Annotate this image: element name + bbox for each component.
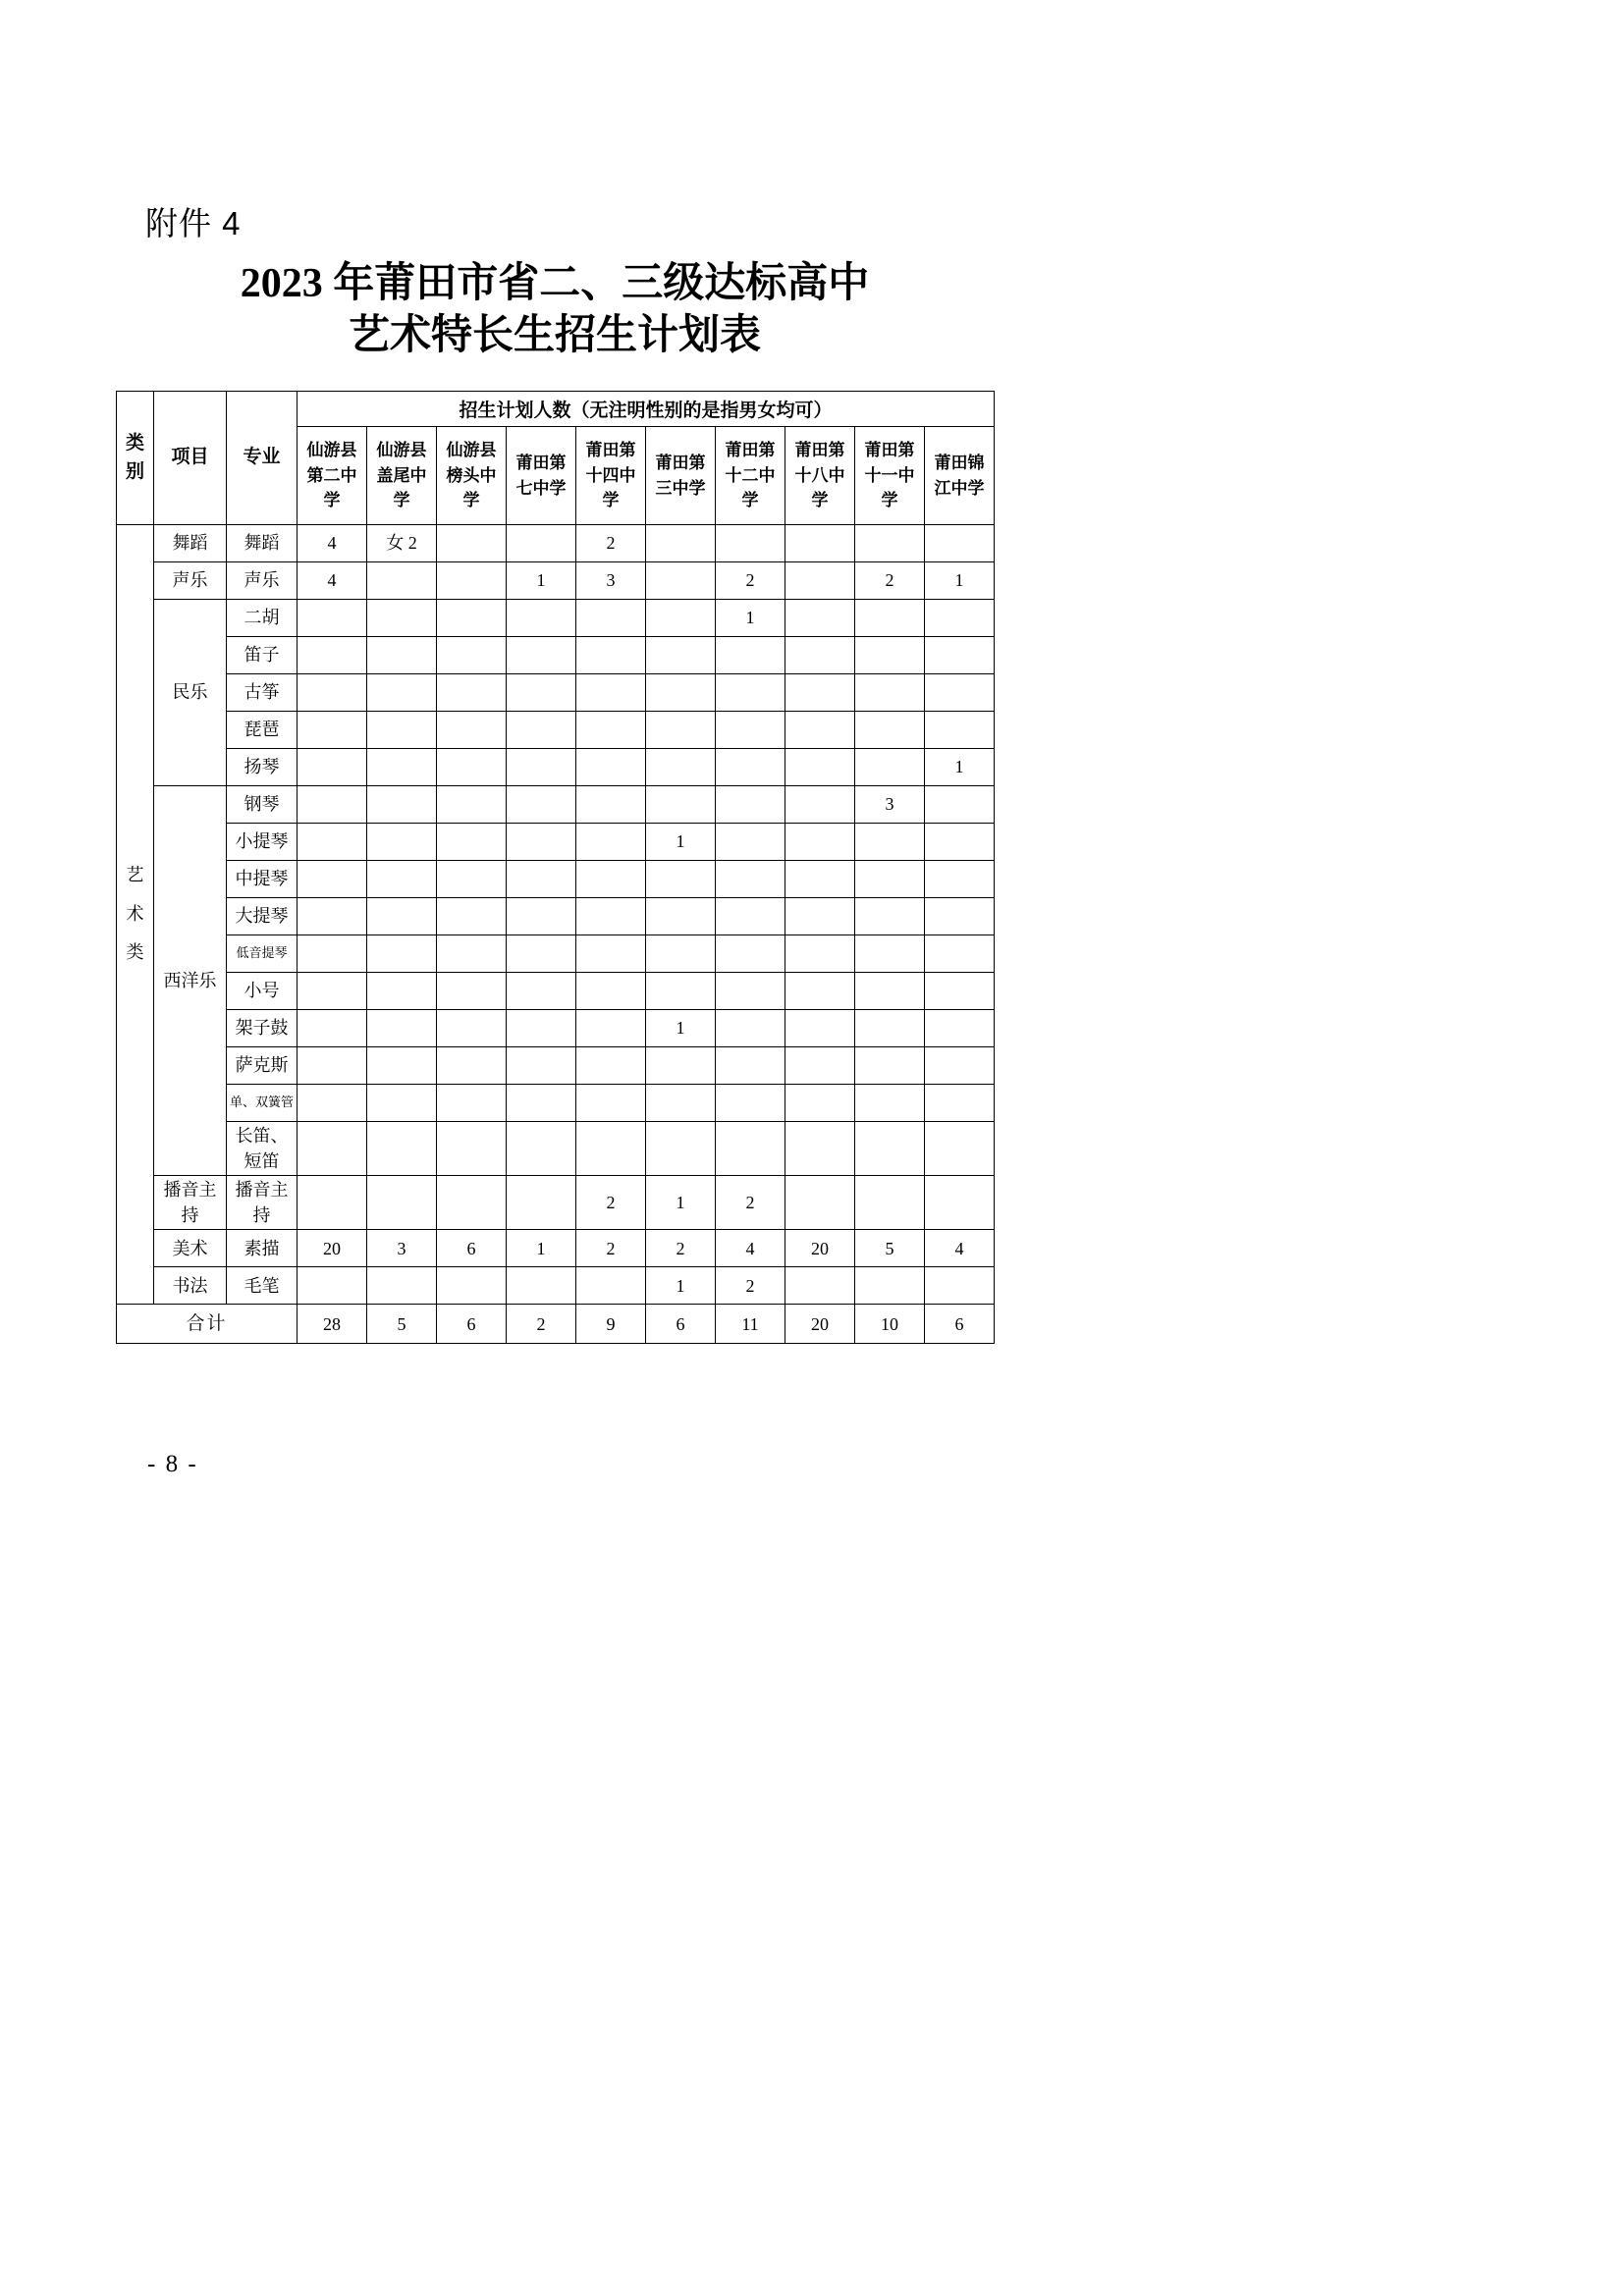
table-row (117, 600, 995, 637)
value-cell (646, 1122, 716, 1176)
table-row (117, 898, 995, 935)
value-cell: 女 2 (367, 525, 437, 562)
value-cell: 1 (507, 562, 576, 600)
value-cell (855, 1267, 925, 1305)
total-value-cell: 6 (646, 1305, 716, 1344)
value-cell (716, 637, 785, 674)
value-cell (576, 898, 646, 935)
value-cell (576, 674, 646, 712)
value-cell (367, 898, 437, 935)
total-value-cell: 10 (855, 1305, 925, 1344)
value-cell (716, 1085, 785, 1122)
value-cell (507, 1122, 576, 1176)
value-cell (576, 1010, 646, 1047)
value-cell (298, 1085, 367, 1122)
value-cell (298, 1267, 367, 1305)
value-cell (925, 824, 995, 861)
value-cell (298, 712, 367, 749)
value-cell (298, 861, 367, 898)
value-cell: 1 (925, 749, 995, 786)
header-school-4: 莆田第七中学 (507, 427, 576, 525)
major-cell: 萨克斯 (227, 1047, 298, 1085)
value-cell (507, 824, 576, 861)
value-cell (785, 1122, 855, 1176)
value-cell: 4 (298, 525, 367, 562)
value-cell (785, 525, 855, 562)
page-title (116, 258, 994, 361)
table-row (117, 562, 995, 600)
value-cell (716, 525, 785, 562)
total-label: 合计 (117, 1305, 298, 1344)
value-cell (298, 786, 367, 824)
table-row (117, 1085, 995, 1122)
table-row (117, 637, 995, 674)
value-cell (716, 1122, 785, 1176)
value-cell (367, 786, 437, 824)
project-cell: 美术 (154, 1230, 227, 1267)
header-school-8: 莆田第十八中学 (785, 427, 855, 525)
value-cell (437, 861, 507, 898)
major-cell: 琵琶 (227, 712, 298, 749)
major-cell: 毛笔 (227, 1267, 298, 1305)
value-cell (367, 1267, 437, 1305)
value-cell (367, 674, 437, 712)
header-school-6: 莆田第三中学 (646, 427, 716, 525)
value-cell (855, 749, 925, 786)
value-cell (576, 973, 646, 1010)
page-title-line1: 2023 年莆田市省二、三级达标高中 (240, 261, 870, 306)
value-cell (925, 1176, 995, 1230)
value-cell (785, 600, 855, 637)
table-row (117, 749, 995, 786)
value-cell (437, 786, 507, 824)
value-cell (785, 1047, 855, 1085)
major-cell: 低音提琴 (227, 935, 298, 973)
value-cell (437, 1176, 507, 1230)
value-cell (925, 861, 995, 898)
value-cell (925, 898, 995, 935)
total-value-cell: 28 (298, 1305, 367, 1344)
value-cell (367, 1085, 437, 1122)
value-cell: 4 (716, 1230, 785, 1267)
value-cell (855, 1010, 925, 1047)
table-row (117, 824, 995, 861)
total-value-cell: 5 (367, 1305, 437, 1344)
value-cell (367, 861, 437, 898)
total-value-cell: 2 (507, 1305, 576, 1344)
value-cell (785, 935, 855, 973)
value-cell: 20 (298, 1230, 367, 1267)
total-value-cell: 20 (785, 1305, 855, 1344)
value-cell (716, 749, 785, 786)
major-cell: 中提琴 (227, 861, 298, 898)
value-cell: 20 (785, 1230, 855, 1267)
major-cell: 大提琴 (227, 898, 298, 935)
value-cell (437, 712, 507, 749)
value-cell (925, 712, 995, 749)
major-cell: 笛子 (227, 637, 298, 674)
value-cell (716, 674, 785, 712)
table-row (117, 712, 995, 749)
value-cell (646, 712, 716, 749)
value-cell (298, 935, 367, 973)
project-cell: 播音主持 (154, 1176, 227, 1230)
table-row (117, 1176, 995, 1230)
value-cell (298, 824, 367, 861)
value-cell (507, 786, 576, 824)
value-cell (925, 786, 995, 824)
value-cell (925, 1010, 995, 1047)
total-value-cell: 9 (576, 1305, 646, 1344)
value-cell (925, 674, 995, 712)
value-cell: 2 (576, 525, 646, 562)
value-cell (367, 973, 437, 1010)
table-row (117, 1010, 995, 1047)
value-cell (576, 600, 646, 637)
value-cell (437, 935, 507, 973)
value-cell (855, 1085, 925, 1122)
value-cell: 4 (925, 1230, 995, 1267)
major-cell: 声乐 (227, 562, 298, 600)
table-row (117, 786, 995, 824)
value-cell: 2 (646, 1230, 716, 1267)
value-cell (785, 1010, 855, 1047)
value-cell (646, 898, 716, 935)
value-cell: 3 (576, 562, 646, 600)
value-cell: 1 (507, 1230, 576, 1267)
value-cell (437, 1267, 507, 1305)
value-cell (785, 674, 855, 712)
value-cell (925, 1267, 995, 1305)
value-cell (716, 786, 785, 824)
value-cell (437, 600, 507, 637)
value-cell (367, 749, 437, 786)
value-cell (785, 637, 855, 674)
value-cell: 2 (716, 1267, 785, 1305)
value-cell: 1 (646, 1267, 716, 1305)
value-cell: 2 (576, 1230, 646, 1267)
value-cell (507, 973, 576, 1010)
value-cell (507, 1010, 576, 1047)
table-row (117, 674, 995, 712)
value-cell (437, 525, 507, 562)
table-row (117, 1047, 995, 1085)
value-cell (437, 749, 507, 786)
value-cell (646, 637, 716, 674)
value-cell (646, 861, 716, 898)
table-row (117, 1230, 995, 1267)
major-cell: 单、双簧管 (227, 1085, 298, 1122)
value-cell (855, 712, 925, 749)
value-cell (716, 1010, 785, 1047)
table-body (117, 525, 995, 1344)
value-cell (437, 562, 507, 600)
value-cell (298, 1010, 367, 1047)
value-cell (507, 1176, 576, 1230)
value-cell: 2 (576, 1176, 646, 1230)
value-cell (576, 1047, 646, 1085)
value-cell (367, 824, 437, 861)
value-cell (716, 824, 785, 861)
value-cell (716, 861, 785, 898)
major-cell: 架子鼓 (227, 1010, 298, 1047)
value-cell (925, 1122, 995, 1176)
value-cell (507, 749, 576, 786)
major-cell: 钢琴 (227, 786, 298, 824)
value-cell (298, 637, 367, 674)
value-cell (855, 1047, 925, 1085)
value-cell (855, 935, 925, 973)
value-cell (367, 1176, 437, 1230)
project-cell: 舞蹈 (154, 525, 227, 562)
value-cell (437, 973, 507, 1010)
value-cell (576, 935, 646, 973)
value-cell (925, 973, 995, 1010)
value-cell (298, 1176, 367, 1230)
major-cell: 扬琴 (227, 749, 298, 786)
page-number: - 8 - (147, 1451, 198, 1477)
value-cell (785, 1267, 855, 1305)
value-cell (646, 1085, 716, 1122)
value-cell (576, 1122, 646, 1176)
total-value-cell: 6 (437, 1305, 507, 1344)
major-cell: 舞蹈 (227, 525, 298, 562)
value-cell (298, 674, 367, 712)
value-cell (646, 749, 716, 786)
major-cell: 小号 (227, 973, 298, 1010)
value-cell (646, 525, 716, 562)
value-cell (507, 898, 576, 935)
value-cell (785, 712, 855, 749)
value-cell: 2 (855, 562, 925, 600)
value-cell (298, 898, 367, 935)
value-cell (576, 1267, 646, 1305)
project-cell: 声乐 (154, 562, 227, 600)
header-major: 专业 (227, 392, 298, 525)
value-cell (716, 898, 785, 935)
value-cell (576, 824, 646, 861)
value-cell (437, 1122, 507, 1176)
project-cell: 书法 (154, 1267, 227, 1305)
table-row (117, 525, 995, 562)
value-cell (925, 600, 995, 637)
page-title-line2: 艺术特长生招生计划表 (348, 312, 761, 358)
table-row (117, 973, 995, 1010)
value-cell (855, 973, 925, 1010)
value-cell (925, 525, 995, 562)
value-cell (716, 935, 785, 973)
value-cell (367, 637, 437, 674)
header-school-1: 仙游县第二中学 (298, 427, 367, 525)
value-cell (298, 749, 367, 786)
value-cell (507, 600, 576, 637)
value-cell (855, 898, 925, 935)
total-row (117, 1305, 995, 1344)
value-cell (576, 637, 646, 674)
header-project: 项目 (154, 392, 227, 525)
value-cell (855, 637, 925, 674)
value-cell (367, 1047, 437, 1085)
header-school-7: 莆田第十二中学 (716, 427, 785, 525)
value-cell (925, 1047, 995, 1085)
value-cell (507, 1047, 576, 1085)
value-cell (367, 712, 437, 749)
value-cell (507, 525, 576, 562)
value-cell: 1 (925, 562, 995, 600)
value-cell (855, 824, 925, 861)
table-row (117, 935, 995, 973)
value-cell (576, 861, 646, 898)
value-cell: 6 (437, 1230, 507, 1267)
value-cell (367, 935, 437, 973)
value-cell (437, 898, 507, 935)
value-cell (507, 674, 576, 712)
value-cell (576, 1085, 646, 1122)
value-cell (785, 973, 855, 1010)
major-cell: 二胡 (227, 600, 298, 637)
value-cell: 1 (646, 1176, 716, 1230)
value-cell (785, 861, 855, 898)
major-cell: 小提琴 (227, 824, 298, 861)
value-cell (367, 562, 437, 600)
value-cell: 2 (716, 1176, 785, 1230)
value-cell (785, 1176, 855, 1230)
value-cell: 1 (646, 824, 716, 861)
enrollment-plan-table (116, 391, 995, 1344)
value-cell (785, 786, 855, 824)
value-cell (855, 525, 925, 562)
value-cell: 5 (855, 1230, 925, 1267)
value-cell (437, 1047, 507, 1085)
header-school-9: 莆田第十一中学 (855, 427, 925, 525)
value-cell (925, 935, 995, 973)
value-cell (646, 562, 716, 600)
major-cell: 古筝 (227, 674, 298, 712)
category-cell: 艺术类 (117, 525, 154, 1305)
value-cell (646, 1047, 716, 1085)
value-cell (855, 600, 925, 637)
value-cell (367, 600, 437, 637)
value-cell: 3 (367, 1230, 437, 1267)
value-cell (785, 898, 855, 935)
value-cell (646, 674, 716, 712)
value-cell (507, 1267, 576, 1305)
value-cell (437, 1010, 507, 1047)
value-cell (507, 712, 576, 749)
value-cell (716, 973, 785, 1010)
header-school-2: 仙游县盖尾中学 (367, 427, 437, 525)
major-cell: 素描 (227, 1230, 298, 1267)
value-cell (367, 1122, 437, 1176)
value-cell (855, 861, 925, 898)
value-cell (437, 1085, 507, 1122)
total-value-cell: 11 (716, 1305, 785, 1344)
value-cell (576, 712, 646, 749)
value-cell (855, 1122, 925, 1176)
value-cell: 1 (716, 600, 785, 637)
value-cell (507, 637, 576, 674)
major-cell: 长笛、短笛 (227, 1122, 298, 1176)
value-cell (646, 786, 716, 824)
value-cell (367, 1010, 437, 1047)
value-cell: 1 (646, 1010, 716, 1047)
value-cell: 2 (716, 562, 785, 600)
table-row (117, 861, 995, 898)
project-cell: 西洋乐 (154, 786, 227, 1176)
project-cell: 民乐 (154, 600, 227, 786)
value-cell (298, 1047, 367, 1085)
header-school-5: 莆田第十四中学 (576, 427, 646, 525)
value-cell (507, 861, 576, 898)
table-row (117, 1267, 995, 1305)
value-cell (646, 600, 716, 637)
value-cell (437, 824, 507, 861)
value-cell (785, 824, 855, 861)
attachment-label: 附件 4 (145, 205, 242, 241)
value-cell (646, 935, 716, 973)
value-cell (576, 786, 646, 824)
value-cell (646, 973, 716, 1010)
value-cell (785, 1085, 855, 1122)
total-value-cell: 6 (925, 1305, 995, 1344)
table-row (117, 1122, 995, 1176)
value-cell (855, 674, 925, 712)
value-cell (298, 600, 367, 637)
value-cell (716, 1047, 785, 1085)
value-cell (437, 674, 507, 712)
value-cell (785, 749, 855, 786)
page-content (116, 0, 994, 1344)
value-cell (855, 1176, 925, 1230)
header-school-3: 仙游县榜头中学 (437, 427, 507, 525)
value-cell (507, 1085, 576, 1122)
value-cell (785, 562, 855, 600)
value-cell (925, 1085, 995, 1122)
value-cell (507, 935, 576, 973)
value-cell (437, 637, 507, 674)
value-cell: 3 (855, 786, 925, 824)
value-cell (925, 637, 995, 674)
header-plan-count: 招生计划人数（无注明性别的是指男女均可） (298, 392, 995, 427)
header-school-10: 莆田锦江中学 (925, 427, 995, 525)
value-cell (716, 712, 785, 749)
value-cell: 4 (298, 562, 367, 600)
major-cell: 播音主持 (227, 1176, 298, 1230)
value-cell (576, 749, 646, 786)
header-category: 类别 (117, 392, 154, 525)
value-cell (298, 973, 367, 1010)
value-cell (298, 1122, 367, 1176)
